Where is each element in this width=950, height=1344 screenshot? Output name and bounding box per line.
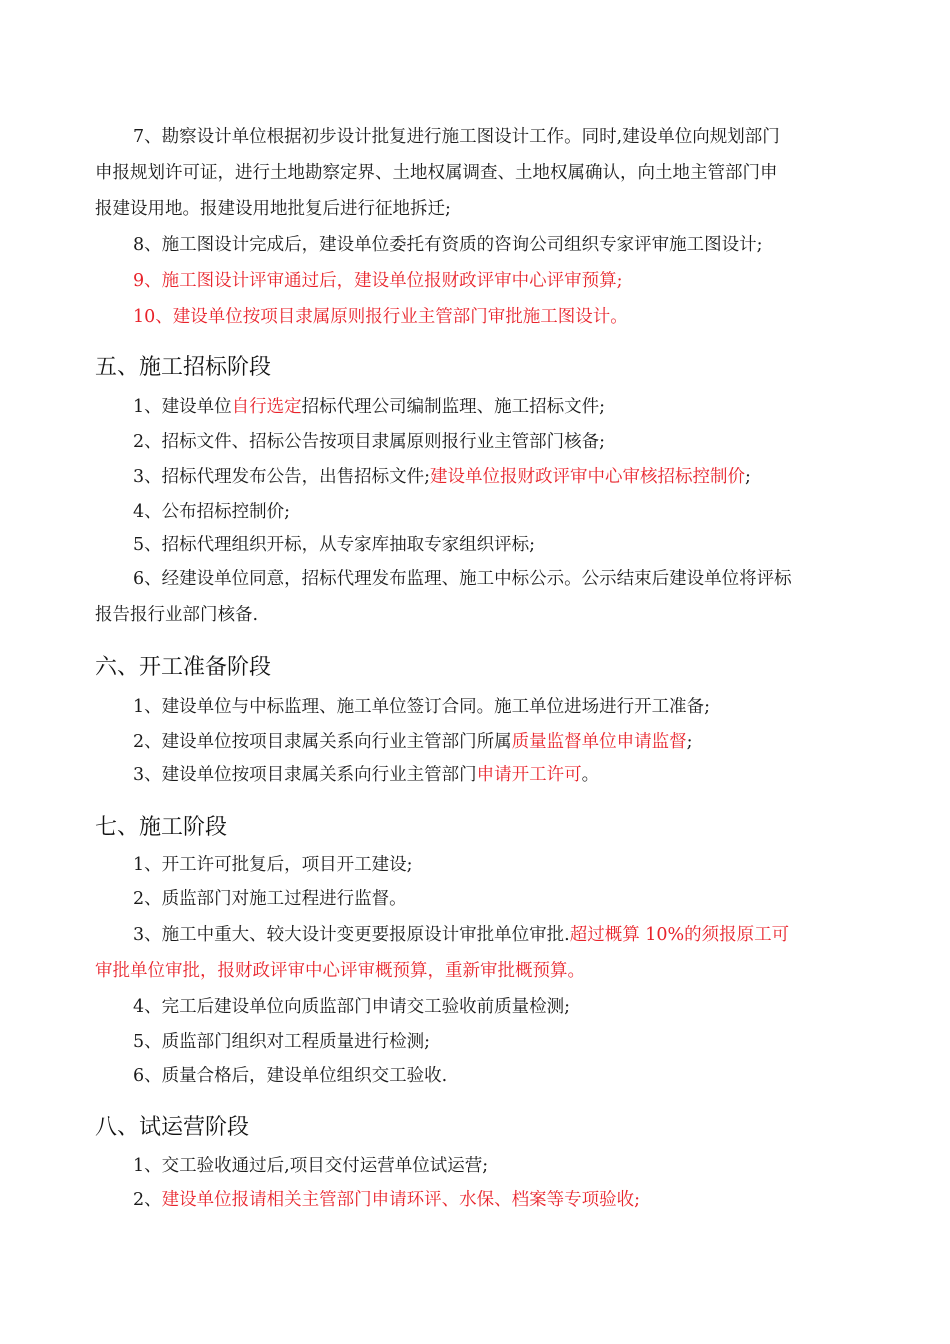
s7-item-3-line-1 <box>133 923 789 947</box>
s5-item-1-text-end: 招标代理公司编制监理、施工招标文件; <box>301 397 606 417</box>
s6-item-3-text-end: 。 <box>581 765 600 785</box>
s4-item-7-line-3: 报建设用地。报建设用地批复后进行征地拆迁; <box>95 199 451 219</box>
s7-item-3-text: 3、施工中重大、较大设计变更要报原设计审批单位审批. <box>133 925 570 945</box>
s7-item-3-line-2: 审批单位审批，报财政评审中心评审概预算，重新审批概预算。 <box>95 961 585 981</box>
s5-item-3-text-end: ; <box>745 467 751 487</box>
s6-item-3-text: 3、建设单位按项目隶属关系向行业主管部门 <box>133 765 477 785</box>
s7-item-3-highlight: 超过概算 10%的须报原工可 <box>569 925 790 945</box>
s4-item-9: 9、施工图设计评审通过后，建设单位报财政评审中心评审预算; <box>133 271 623 291</box>
s5-item-3 <box>133 465 751 489</box>
s4-item-10: 10、建设单位按项目隶属原则报行业主管部门审批施工图设计。 <box>133 307 628 327</box>
s6-item-3 <box>133 763 599 787</box>
s5-item-3-text: 3、招标代理发布公告，出售招标文件; <box>133 467 431 487</box>
s7-item-5: 5、质监部门组织对工程质量进行检测; <box>133 1032 431 1052</box>
section-8-heading: 八、试运营阶段 <box>95 1115 250 1140</box>
s6-item-3-highlight: 申请开工许可 <box>476 765 582 785</box>
s8-item-2 <box>133 1188 640 1212</box>
s5-item-2: 2、招标文件、招标公告按项目隶属原则报行业主管部门核备; <box>133 432 606 452</box>
s5-item-6-line-1: 6、经建设单位同意，招标代理发布监理、施工中标公示。公示结束后建设单位将评标 <box>133 569 792 589</box>
s5-item-3-highlight: 建设单位报财政评审中心审核招标控制价 <box>430 467 746 487</box>
s6-item-2 <box>133 730 693 754</box>
s6-item-2-text-end: ; <box>686 732 693 752</box>
s5-item-1 <box>133 395 605 419</box>
s5-item-5: 5、招标代理组织开标，从专家库抽取专家组织评标; <box>133 535 536 555</box>
s5-item-1-highlight: 自行选定 <box>231 397 302 417</box>
s6-item-2-highlight: 质量监督单位申请监督 <box>511 732 687 752</box>
s7-item-2: 2、质监部门对施工过程进行监督。 <box>133 889 407 909</box>
s5-item-1-text: 1、建设单位 <box>133 397 232 417</box>
s8-item-2-highlight: 建设单位报请相关主管部门申请环评、水保、档案等专项验收; <box>161 1190 641 1210</box>
s4-item-8: 8、施工图设计完成后，建设单位委托有资质的咨询公司组织专家评审施工图设计; <box>133 235 763 255</box>
s4-item-7-line-2: 申报规划许可证，进行土地勘察定界、土地权属调查、土地权属确认，向土地主管部门申 <box>95 163 778 183</box>
section-5-heading: 五、施工招标阶段 <box>95 355 272 380</box>
s8-item-2-text: 2、 <box>133 1190 162 1210</box>
s5-item-4: 4、公布招标控制价; <box>133 502 291 522</box>
s8-item-1: 1、交工验收通过后,项目交付运营单位试运营; <box>133 1156 489 1176</box>
s7-item-1: 1、开工许可批复后，项目开工建设; <box>133 855 413 875</box>
s6-item-1: 1、建设单位与中标监理、施工单位签订合同。施工单位进场进行开工准备; <box>133 697 711 717</box>
s5-item-6-line-2: 报告报行业部门核备. <box>95 605 259 625</box>
s4-item-7-line-1: 7、勘察设计单位根据初步设计批复进行施工图设计工作。同时,建设单位向规划部门 <box>133 127 780 147</box>
section-6-heading: 六、开工准备阶段 <box>95 655 272 680</box>
s7-item-4: 4、完工后建设单位向质监部门申请交工验收前质量检测; <box>133 997 571 1017</box>
s6-item-2-text: 2、建设单位按项目隶属关系向行业主管部门所属 <box>133 732 512 752</box>
section-7-heading: 七、施工阶段 <box>95 815 228 840</box>
s7-item-6: 6、质量合格后，建设单位组织交工验收. <box>133 1066 448 1086</box>
